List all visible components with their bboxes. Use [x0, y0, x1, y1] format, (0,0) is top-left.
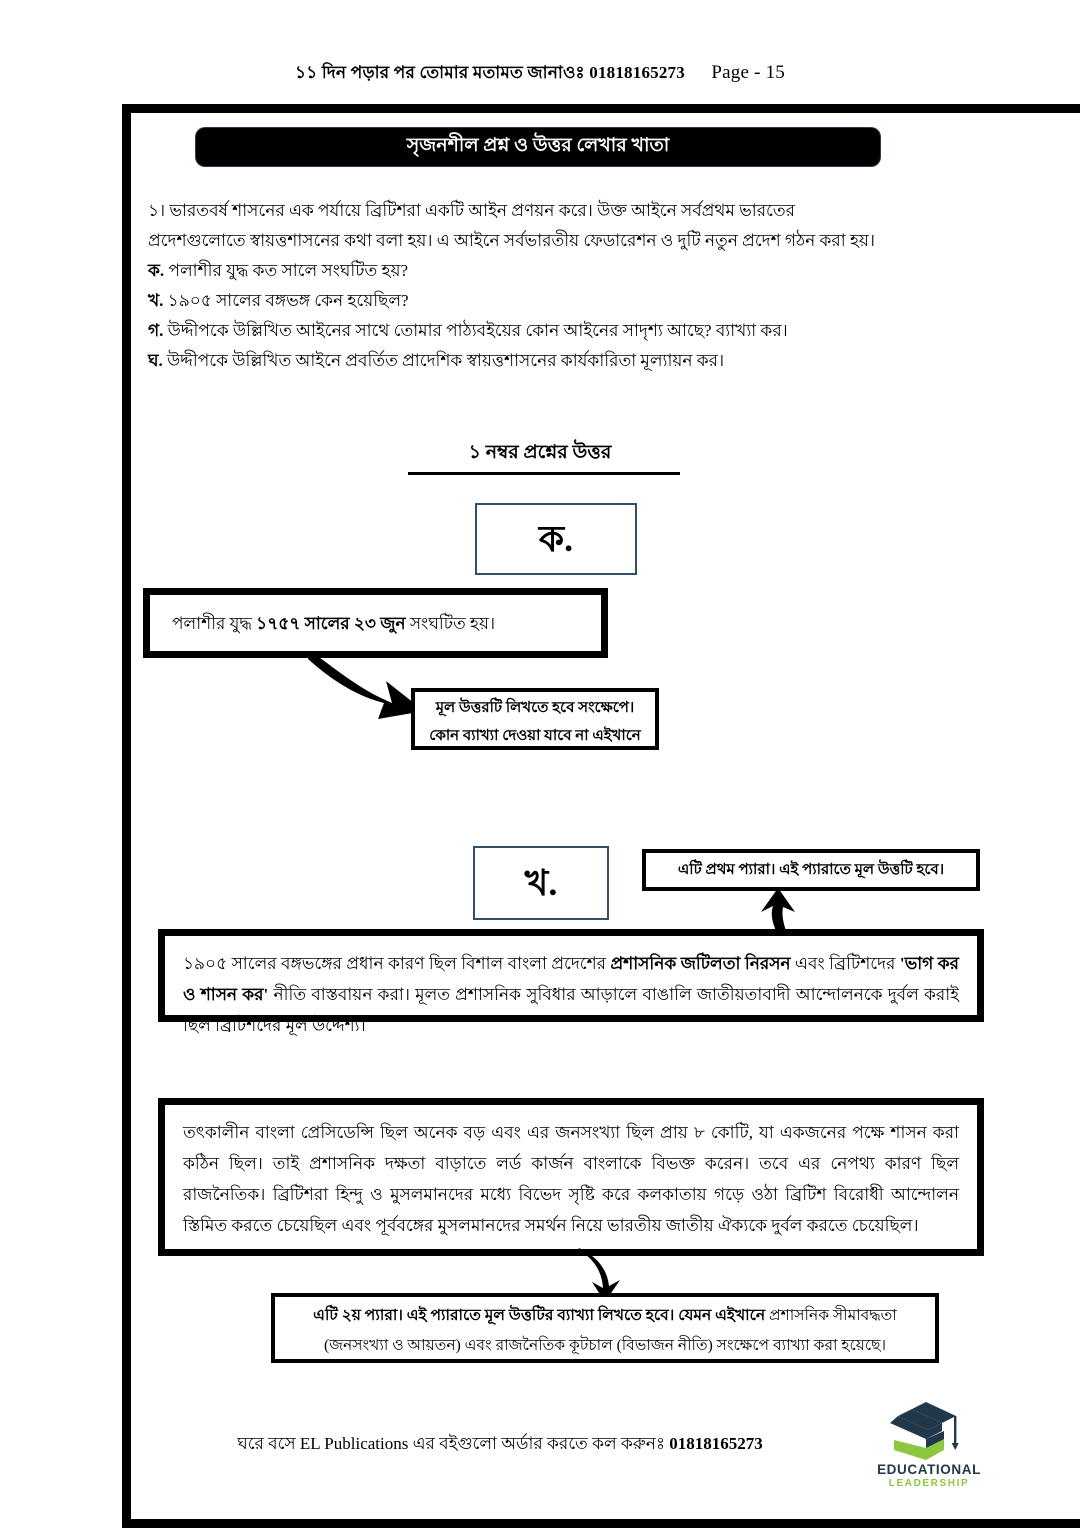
note-kha-top-text: এটি প্রথম প্যারা। এই প্যারাতে মূল উত্তটি হবে।: [677, 862, 945, 878]
kha-p1-bold2: 'ভাগ কর ও শাসন কর': [183, 954, 959, 1004]
worksheet-title-banner: [196, 128, 880, 166]
answer-box-kha-paragraph-2: [158, 1098, 984, 1256]
question-stem: [148, 196, 948, 256]
footer-text-part-2: এর বইগুলো অর্ডার করতে কল করুনঃ: [408, 1434, 670, 1453]
note-ka-line-2: কোন ব্যাখ্যা দেওয়া যাবে না এইখানে: [429, 728, 641, 744]
note-box-ka: [411, 688, 659, 750]
note-bottom-bold-text: এটি ২য় প্যারা। এই প্যারাতে মূল উত্তটির ব্যাখ্যা লিখতে হবে। যেমন এইখানে: [313, 1307, 770, 1324]
answer-heading-underline: [408, 472, 680, 475]
answer-box-kha-paragraph-1: [158, 929, 984, 1035]
question-text-kha: ১৯০৫ সালের বঙ্গভঙ্গ কেন হয়েছিল?: [167, 291, 409, 310]
question-marker-ka: ক.: [148, 261, 165, 280]
header-note-text: ১১ দিন পড়ার পর তোমার মতামত জানাওঃ: [295, 63, 585, 82]
page-header: [0, 60, 1080, 88]
question-text-gha: উদ্দীপকে উল্লিখিত আইনে প্রবর্তিত প্রাদেশিক স্বায়ত্তশাসনের কার্যকারিতা মূল্যায়ন কর।: [167, 351, 725, 370]
page-number-label: Page - 15: [711, 62, 785, 83]
question-text-ga: উদ্দীপকে উল্লিখিত আইনের সাথে তোমার পাঠ্যবইয়ের কোন আইনের সাদৃশ্য আছে? ব্যাখ্যা কর।: [167, 321, 788, 340]
logo-name-text: EDUCATIONAL: [877, 1462, 981, 1477]
question-marker-kha: খ.: [148, 291, 164, 310]
header-phone-number: 01818165273: [589, 63, 685, 82]
worksheet-title-text: সৃজনশীল প্রশ্ন ও উত্তর লেখার খাতা: [406, 135, 670, 156]
question-item-kha: [148, 286, 958, 316]
stem-line-1: ১। ভারতবর্ষ শাসনের এক পর্যায়ে ব্রিটিশরা একটি আইন প্রণয়ন করে। উক্ত আইনে সর্বপ্রথম ভারতের: [148, 201, 795, 220]
footer-order-line: [150, 1431, 850, 1459]
answer-ka-bold: ১৭৫৭ সালের ২৩ জুন: [256, 613, 406, 633]
note-box-kha-second-para: [271, 1293, 939, 1363]
kha-p1-seg1: ১৯০৫ সালের বঙ্গভঙ্গের প্রধান কারণ ছিল বিশাল বাংলা প্রদেশের: [183, 954, 611, 973]
question-marker-gha: ঘ.: [148, 351, 163, 370]
part-label-box-kha: [473, 846, 609, 920]
kha-p1-seg3: নীতি বাস্তবায়ন করা। মূলত প্রশাসনিক সুবিধার আড়ালে বাঙালি জাতীয়তাবাদী আন্দোলনকে দুর্বল করাই ছিল ব্রিটিশদের মূল উদ্দেশ্য।: [183, 985, 959, 1035]
answer-section-heading: ১ নম্বর প্রশ্নের উত্তর: [468, 442, 612, 463]
logo-subtitle-text: LEADERSHIP: [888, 1478, 970, 1489]
part-label-box-ka: [475, 503, 637, 575]
graduation-cap-logo-icon: [886, 1398, 972, 1460]
part-label-text-kha: খ.: [524, 863, 558, 903]
answer-box-ka: [143, 588, 608, 658]
part-label-text-ka: ক.: [538, 519, 574, 559]
answer-ka-seg2: সংঘটিত হয়।: [405, 613, 496, 633]
footer-brand-name: EL Publications: [299, 1434, 409, 1453]
footer-text-part-1: ঘরে বসে: [237, 1434, 300, 1453]
kha-p1-bold1: প্রশাসনিক জটিলতা নিরসন: [610, 954, 791, 973]
question-text-ka: পলাশীর যুদ্ধ কত সালে সংঘটিত হয়?: [168, 261, 409, 280]
kha-p1-seg2: এবং ব্রিটিশদের: [790, 954, 900, 973]
question-marker-ga: গ.: [148, 321, 164, 340]
answer-ka-seg1: পলাশীর যুদ্ধ: [172, 613, 257, 633]
question-item-ka: [148, 256, 958, 286]
educational-leadership-logo: [866, 1398, 992, 1510]
note-ka-line-1: মূল উত্তরটি লিখতে হবে সংক্ষেপে।: [435, 700, 635, 716]
answer-ka-paragraph: [172, 608, 495, 639]
answer-kha-para2: তৎকালীন বাংলা প্রেসিডেন্সি ছিল অনেক বড় এবং এর জনসংখ্যা ছিল প্রায় ৮ কোটি, যা একজনের পক্ষে শাসন করা কঠিন ছিল। তাই প্রশাসনিক দক্ষতা বাড়াতে লর্ড কার্জন বাংলাকে বিভক্ত করেন। তবে এর নেপথ্য কারণ ছিল রাজনৈতিক। ব্রিটিশরা হিন্দু ও মুসলমানদের মধ্যে বিভেদ সৃষ্টি করে কলকাতায় গড়ে ওঠা ব্রিটিশ বিরোধী আন্দোলন স্তিমিত করতে চেয়েছিল এবং পূর্ববঙ্গের মুসলমানদের সমর্থন নিয়ে ভারতীয় জাতীয় ঐক্যকে দুর্বল করতে চেয়েছিল।: [183, 1123, 959, 1235]
answer-kha-para1: [183, 948, 959, 1041]
question-item-ga: [148, 316, 958, 346]
stem-line-2: প্রদেশগুলোতে স্বায়ত্তশাসনের কথা বলা হয়। এ আইনে সর্বভারতীয় ফেডারেশন ও দুটি নতুন প্রদেশ গঠন করা হয়।: [148, 231, 875, 250]
question-item-gha: [148, 346, 958, 376]
note-box-kha-first-para: [642, 849, 980, 891]
note-bottom-rest-text: প্রশাসনিক সীমাবদ্ধতা (জনসংখ্যা ও আয়তন) এবং রাজনৈতিক কূটচাল (বিভাজন নীতি) সংক্ষেপে ব্যাখ্যা করা হয়েছে।: [323, 1307, 897, 1354]
footer-phone-number: 01818165273: [669, 1434, 763, 1453]
